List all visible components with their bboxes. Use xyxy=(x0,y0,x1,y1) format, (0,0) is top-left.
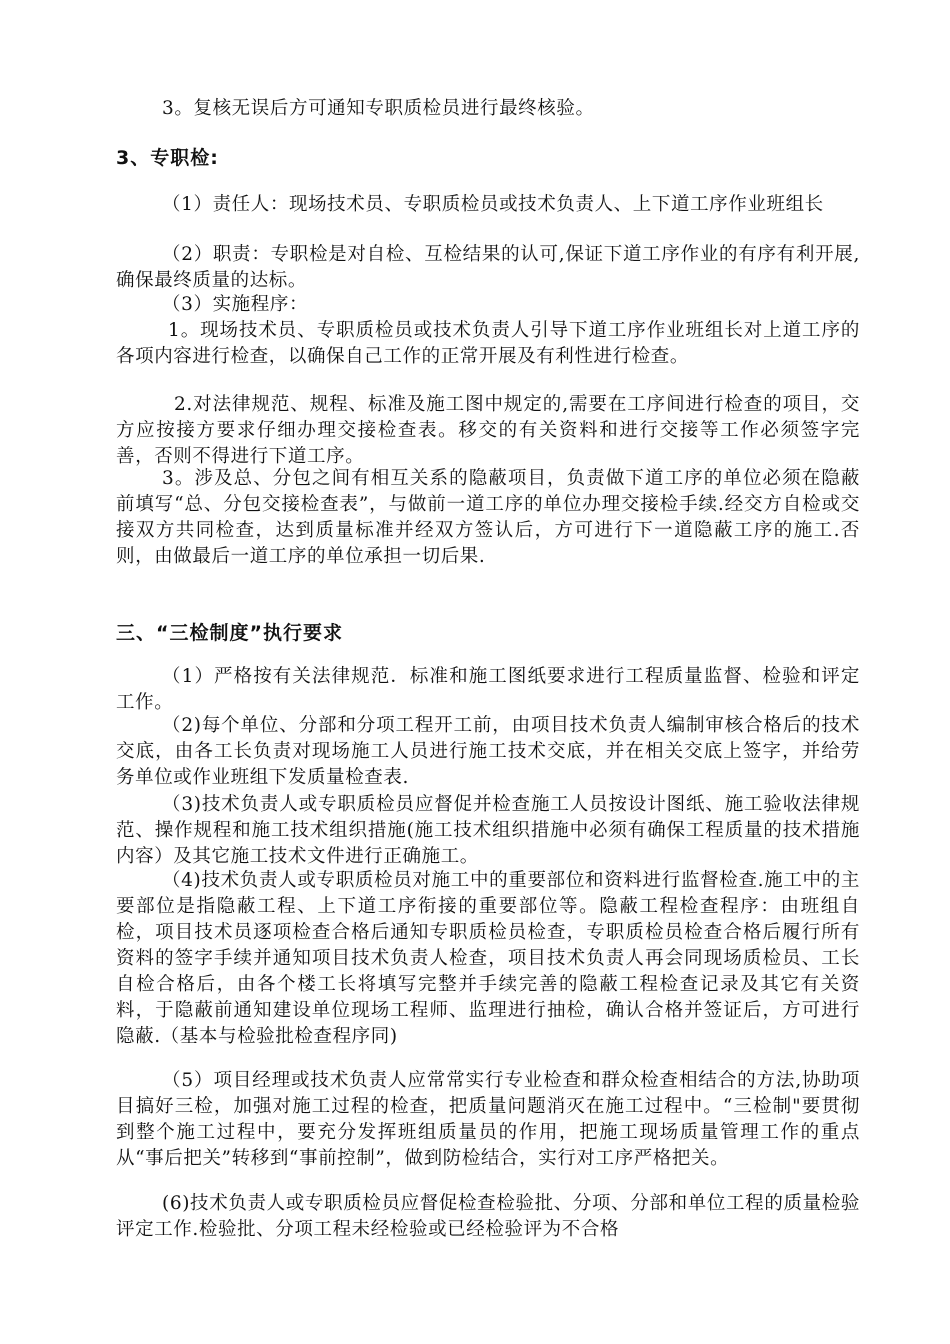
paragraph-procedure-heading: （3）实施程序： xyxy=(162,294,309,315)
paragraph-requirement-4: （4)技术负责人或专职质检员对施工中的重要部位和资料进行监督检查.施工中的主要部位是指隐蔽工程、上下道工序衔接的重要部位等。隐蔽工程检查程序：由班组自检，项目技术员逐项检查合格后通知专职质检员检查，专职质检员检查合格后履行所有资料的签字手续并通知项目技术负责人检查，项目技术负责人再会同现场质检员、工长自检合格后，由各个楼工长将填写完整并手续完善的隐蔽工程检查记录及其它有关资料，于隐蔽前通知建设单位现场工程师、监理进行抽检，确认合格并签证后，方可进行隐蔽.（基本与检验批检查程序同) xyxy=(116,870,860,1047)
paragraph-requirement-3: （3)技术负责人或专职质检员应督促并检查施工人员按设计图纸、施工验收法律规范、操作规程和施工技术组织措施(施工技术组织措施中必须有确保工程质量的技术措施内容）及其它施工技术文件进行正确施工。 xyxy=(116,794,860,867)
section-heading-sanjian: 三、“三检制度”执行要求 xyxy=(116,622,343,644)
paragraph-responsible-person: （1）责任人：现场技术员、专职质检员或技术负责人、上下道工序作业班组长 xyxy=(162,194,824,215)
paragraph-duties: （2）职责：专职检是对自检、互检结果的认可,保证下道工序作业的有序有利开展,确保最终质量的达标。 xyxy=(116,244,860,291)
paragraph-procedure-step-3: 3。涉及总、分包之间有相互关系的隐蔽项目，负责做下道工序的单位必须在隐蔽前填写“总、分包交接检查表”，与做前一道工序的单位办理交接检手续.经交方自检或交接双方共同检查，达到质量标准并经双方签认后，方可进行下一道隐蔽工序的施工.否则，由做最后一道工序的单位承担一切后果. xyxy=(116,468,860,567)
paragraph-requirement-1: （1）严格按有关法律规范．标准和施工图纸要求进行工程质量监督、检验和评定工作。 xyxy=(116,666,860,713)
paragraph-requirement-6: (6)技术负责人或专职质检员应督促检查检验批、分项、分部和单位工程的质量检验评定工作.检验批、分项工程未经检验或已经检验评为不合格 xyxy=(116,1193,860,1240)
paragraph-requirement-5: （5）项目经理或技术负责人应常常实行专业检查和群众检查相结合的方法,协助项目搞好三检，加强对施工过程的检查，把质量问题消灭在施工过程中。“三检制"要贯彻到整个施工过程中，要充分发挥班组质量员的作用，把施工现场质量管理工作的重点从“事后把关”转移到“事前控制”，做到防检结合，实行对工序严格把关。 xyxy=(116,1070,860,1169)
paragraph-procedure-step-2: 2.对法律规范、规程、标准及施工图中规定的,需要在工序间进行检查的项目，交方应按接方要求仔细办理交接检查表。移交的有关资料和进行交接等工作必须签字完善，否则不得进行下道工序。 xyxy=(116,394,860,467)
paragraph-requirement-2: （2)每个单位、分部和分项工程开工前，由项目技术负责人编制审核合格后的技术交底，由各工长负责对现场施工人员进行施工技术交底，并在相关交底上签字，并给劳务单位或作业班组下发质量检查表. xyxy=(116,715,860,788)
section-heading-zhuanzhijian: 3、专职检: xyxy=(116,147,219,169)
paragraph-final-verification: 3。复核无误后方可通知专职质检员进行最终核验。 xyxy=(162,98,595,119)
paragraph-procedure-step-1: 1。现场技术员、专职质检员或技术负责人引导下道工序作业班组长对上道工序的各项内容进行检查，以确保自己工作的正常开展及有利性进行检查。 xyxy=(116,320,860,367)
